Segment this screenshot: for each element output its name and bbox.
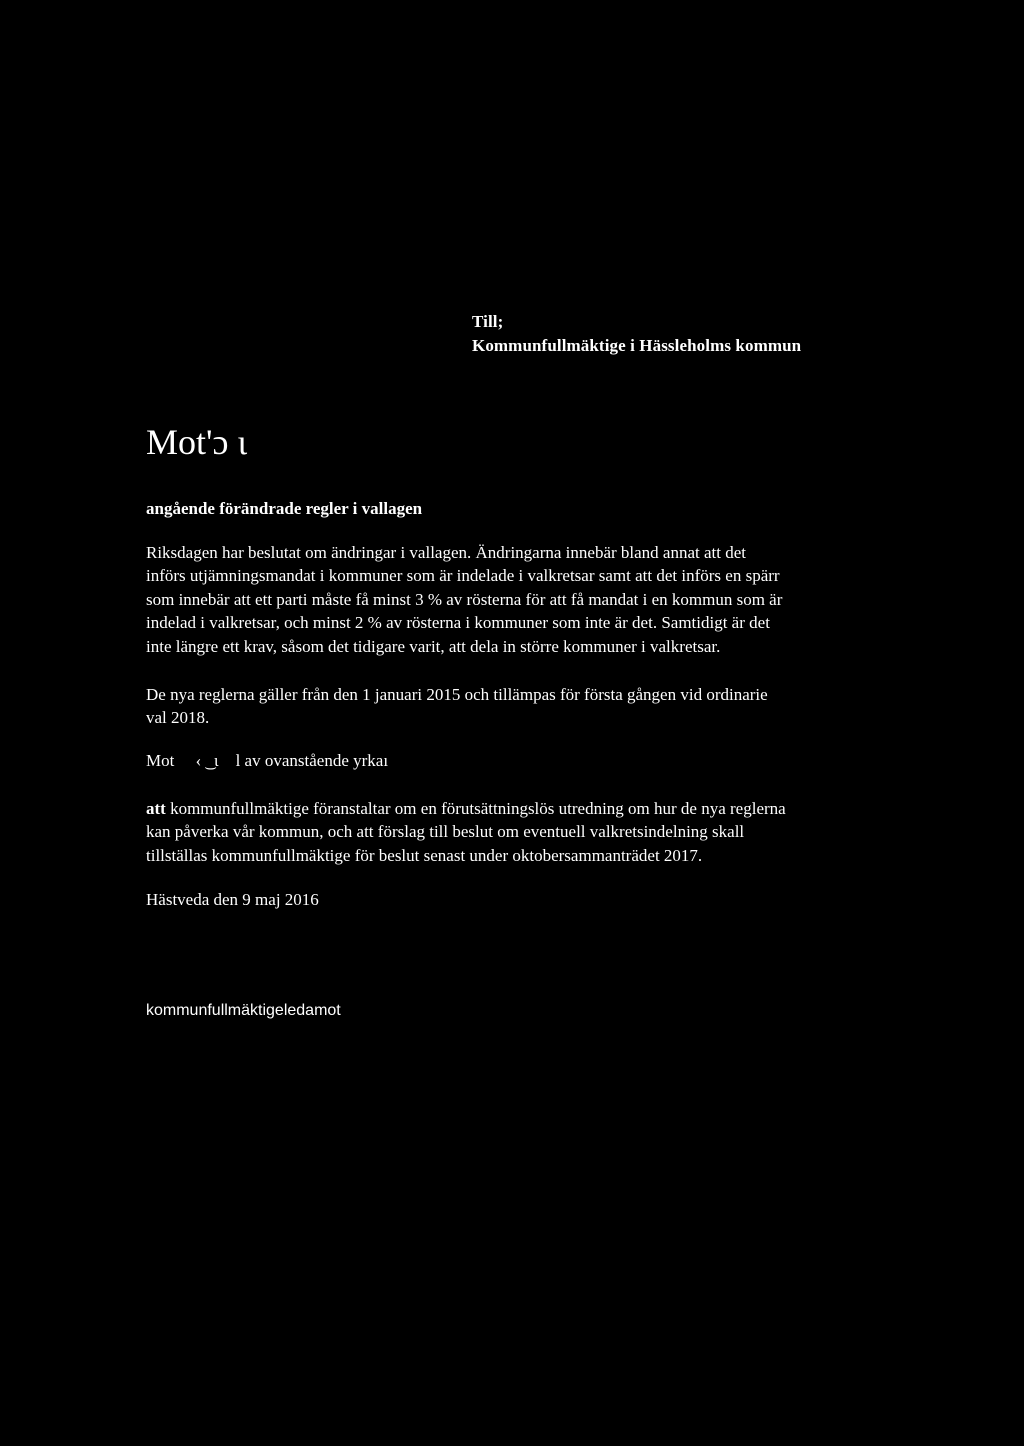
paragraph-line: kan påverka vår kommun, och att förslag till beslut om eventuell valkretsindelning skall [146, 822, 745, 842]
paragraph-line: Mot ‹ ͜ ι l av ovanstående yrkaı [146, 751, 389, 770]
place-date-text: Hästveda den 9 maj 2016 [146, 890, 319, 909]
paragraph-line: indelad i valkretsar, och minst 2 % av rösterna i kommuner som inte är det. Samtidigt är det [146, 613, 770, 633]
paragraph-line: Riksdagen har beslutat om ändringar i vallagen. Ändringarna innebär bland annat att det [146, 543, 746, 562]
recipient-label: Till; [472, 312, 504, 331]
proposal-lead: att [146, 799, 166, 818]
place-date [146, 888, 886, 911]
paragraph-rules [146, 683, 886, 730]
proposal-text: kommunfullmäktige föranstaltar om en förutsättningslös utredning om hur de nya reglerna [165, 799, 786, 818]
paragraph-background [146, 541, 886, 658]
paragraph-line: tillställas kommunfullmäktige för beslut senast under oktobersammanträdet 2017. [146, 845, 703, 865]
recipient-block [472, 310, 801, 358]
document-title: Mot'ɔ ι [146, 422, 248, 462]
paragraph-line: införs utjämningsmandat i kommuner som är indelade i valkretsar samt att det införs en spärr [146, 566, 780, 586]
paragraph-line: som innebär att ett parti måste få minst 3 % av rösterna för att få mandat i en kommun som är [146, 589, 783, 609]
paragraph-line: val 2018. [146, 708, 210, 728]
document-subject: angående förändrade regler i vallagen [146, 499, 423, 518]
paragraph-line: De nya reglerna gäller från den 1 januari 2015 och tillämpas för första gången vid ordinarie [146, 685, 768, 704]
paragraph-line: inte längre ett krav, såsom det tidigare varit, att dela in större kommuner i valkretsar. [146, 636, 721, 656]
recipient-name: Kommunfullmäktige i Hässleholms kommun [472, 336, 802, 355]
signature-title: kommunfullmäktigeledamot [146, 1002, 341, 1019]
paragraph-line [146, 797, 886, 820]
paragraph-proposal [146, 797, 886, 867]
paragraph-motion-request [146, 749, 886, 772]
